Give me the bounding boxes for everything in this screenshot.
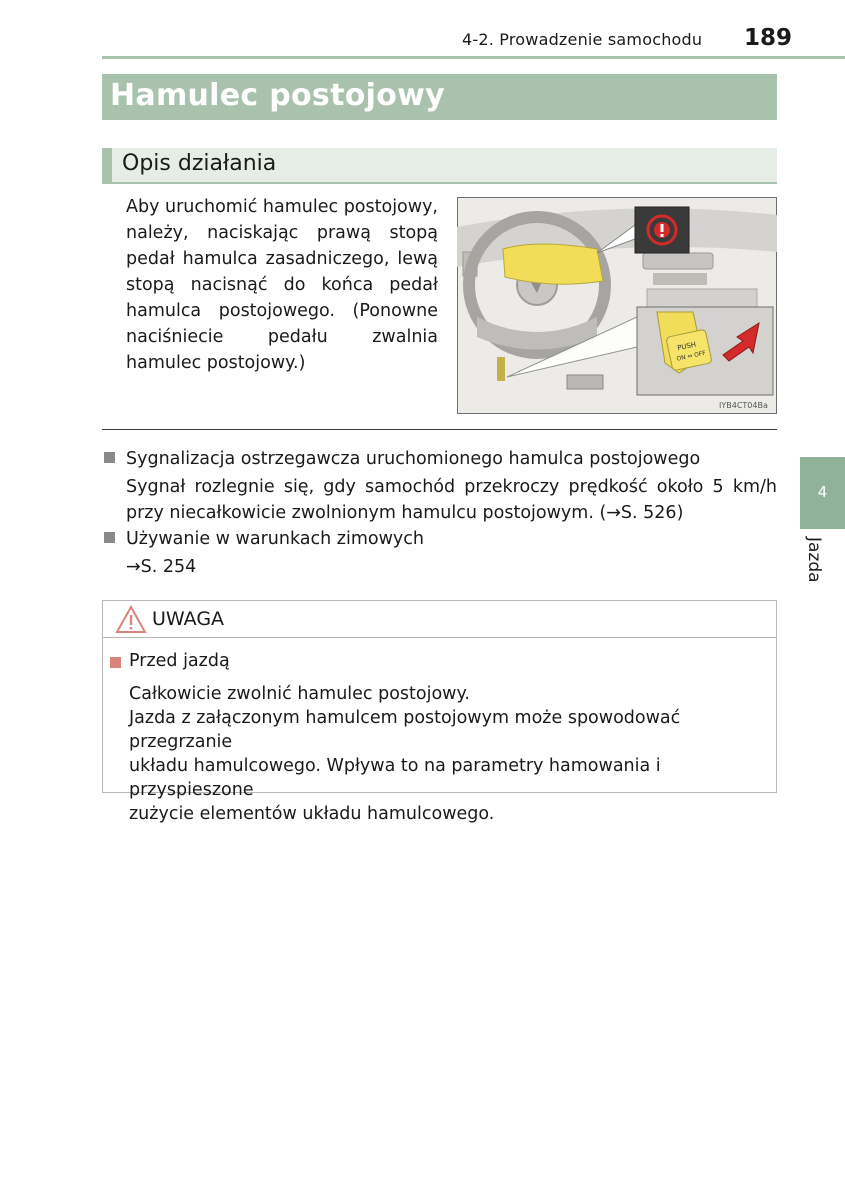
bullet-square <box>104 532 115 543</box>
section-accent <box>102 148 112 184</box>
chapter-tab <box>800 457 845 529</box>
pedal-label-onoff: ON ⇔ OFF <box>675 349 707 363</box>
pedal-label-push: PUSH <box>676 340 697 353</box>
section-divider <box>102 429 777 430</box>
warning-heading: Przed jazdą <box>129 651 230 671</box>
bullet-square <box>104 452 115 463</box>
warning-header <box>103 601 776 638</box>
warning-label: UWAGA <box>152 608 225 630</box>
title-bar <box>102 74 777 120</box>
warning-body <box>129 682 769 826</box>
note-heading: Używanie w warunkach zimowych <box>126 529 424 549</box>
note-heading: Sygnalizacja ostrzegawcza uruchomionego hamulca postojowego <box>126 449 701 469</box>
warning-line: zużycie elementów układu hamulcowego. <box>129 804 495 824</box>
page-number: 189 <box>744 25 793 51</box>
parking-brake-illustration <box>457 197 777 414</box>
intro-paragraph: Aby uruchomić hamulec postojowy, należy, naciskając prawą stopą pedał hamulca zasadniczego, lewą stopą nacisnąć do końca pedał hamulca postojowego. (Ponowne naciśniecie pedału zwalnia hamulec postojowy.) <box>126 197 438 373</box>
section-title: Opis działania <box>122 151 277 176</box>
warning-box <box>102 600 777 824</box>
note-body: Sygnał rozlegnie się, gdy samochód przekroczy prędkość około 5 km/h przy niecałkowicie zwolnionym hamulcu postojowym. (→S. 526) <box>126 477 777 523</box>
header-rule <box>102 56 845 59</box>
page-title: Hamulec postojowy <box>110 78 445 113</box>
warning-triangle-icon <box>115 605 147 635</box>
warning-bullet-square <box>110 657 121 668</box>
section-bar <box>102 148 777 184</box>
warning-line: Jazda z załączonym hamulcem postojowym może spowodować przegrzanie <box>129 708 681 752</box>
running-header-section: 4-2. Prowadzenie samochodu <box>462 30 703 49</box>
note-parking-brake-warning <box>102 446 777 526</box>
chapter-number: 4 <box>817 483 828 501</box>
figure-code: IYB4CT04Ba <box>719 401 768 410</box>
chapter-label <box>800 537 830 597</box>
warning-line: układu hamulcowego. Wpływa to na parametry hamowania i przyspieszone <box>129 756 661 800</box>
note-body: →S. 254 <box>126 557 197 577</box>
note-winter-use <box>102 526 777 580</box>
chapter-label-text: Jazda <box>804 537 824 583</box>
warning-line: Całkowicie zwolnić hamulec postojowy. <box>129 684 470 704</box>
